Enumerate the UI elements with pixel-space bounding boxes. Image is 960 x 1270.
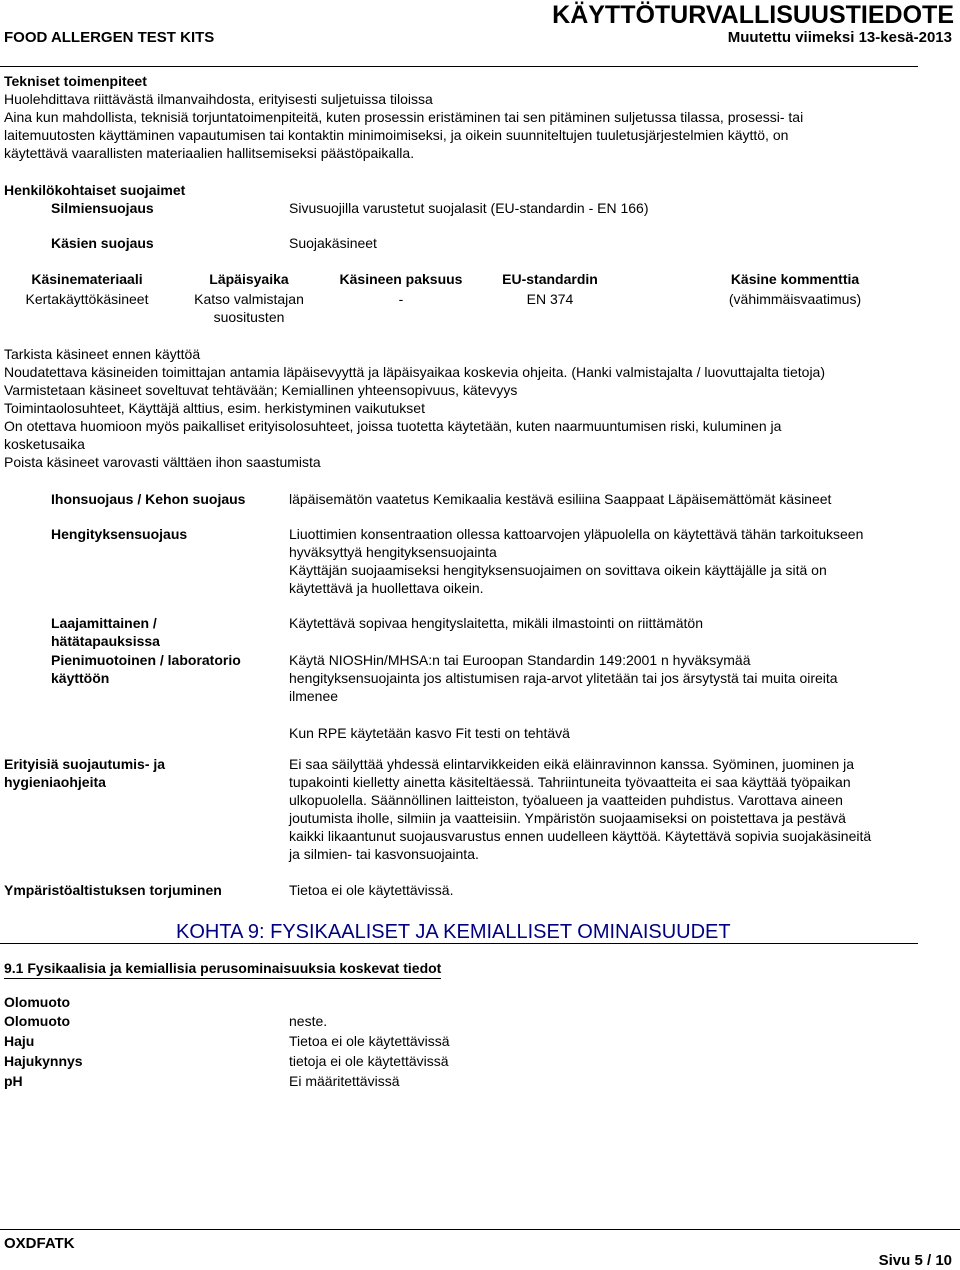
body-protection-label: Ihonsuojaus / Kehon suojaus bbox=[51, 491, 246, 507]
hygiene-label: Erityisiä suojautumis- ja hygieniaohjeita bbox=[4, 756, 166, 790]
section-9-title: KOHTA 9: FYSIKAALISET JA KEMIALLISET OMINAISUUDET bbox=[176, 921, 731, 943]
ppe-heading: Henkilökohtaiset suojaimet bbox=[4, 182, 186, 198]
document-title: KÄYTTÖTURVALLISUUSTIEDOTE bbox=[552, 1, 954, 29]
glove-cell bbox=[170, 290, 328, 326]
glove-note-line: kosketusaika bbox=[4, 436, 85, 452]
technical-line: Aina kun mahdollista, teknisiä torjuntatoimenpiteitä, kuten prosessin eristäminen tai sen pitäminen suljetussa tilassa, prosessi- tai bbox=[4, 109, 804, 125]
page-number: 5 / 10 bbox=[914, 1252, 952, 1269]
environment-value: Tietoa ei ole käytettävissä. bbox=[289, 882, 454, 898]
section-9-divider bbox=[0, 943, 918, 944]
property-value: Tietoa ei ole käytettävissä bbox=[289, 1033, 450, 1049]
property-label: Hajukynnys bbox=[4, 1053, 83, 1069]
technical-line: käytettävä vaarallisten materiaalien hallitsemiseksi päästöpaikalla. bbox=[4, 145, 415, 161]
technical-heading: Tekniset toimenpiteet bbox=[4, 73, 147, 89]
hygiene-value-block bbox=[289, 755, 949, 863]
company-name: FOOD ALLERGEN TEST KITS bbox=[4, 29, 215, 46]
glove-col-header: Läpäisyaika bbox=[209, 271, 289, 287]
revision-date: Muutettu viimeksi 13-kesä-2013 bbox=[727, 29, 952, 46]
hand-protection-label: Käsien suojaus bbox=[51, 235, 154, 251]
glove-cell: (vähimmäisvaatimus) bbox=[728, 291, 862, 307]
property-value: Ei määritettävissä bbox=[289, 1073, 400, 1089]
glove-cell-text: Katso valmistajan suositusten bbox=[194, 291, 304, 325]
section-9-1-subtitle: 9.1 Fysikaalisia ja kemiallisia perusominaisuuksia koskevat tiedot bbox=[4, 959, 441, 979]
eye-protection-value: Sivusuojilla varustetut suojalasit (EU-standardin - EN 166) bbox=[289, 200, 649, 216]
large-scale-value: Käytettävä sopivaa hengityslaitetta, mikäli ilmastointi on riittämätön bbox=[289, 615, 703, 631]
page-label: Sivu bbox=[878, 1252, 911, 1269]
property-label: Haju bbox=[4, 1033, 35, 1049]
property-value: neste. bbox=[289, 1013, 328, 1029]
header-divider bbox=[0, 66, 918, 67]
hand-protection-value: Suojakäsineet bbox=[289, 235, 377, 251]
hygiene-label-block bbox=[4, 755, 264, 791]
glove-col-header: Käsinemateriaali bbox=[31, 271, 143, 287]
glove-note-line: Noudatettava käsineiden toimittajan antamia läpäisevyyttä ja läpäisyaikaa koskevia ohjeita. (Hanki valmistajalta / luovuttajalta tietoja) bbox=[4, 364, 825, 380]
property-label: Olomuoto bbox=[4, 1013, 71, 1029]
glove-col-header: EU-standardin bbox=[502, 271, 598, 287]
footer-divider bbox=[0, 1229, 960, 1230]
large-scale-label: Laajamittainen / hätätapauksissa bbox=[51, 615, 160, 649]
technical-line: Huolehdittava riittävästä ilmanvaihdosta, erityisesti suljetuissa tiloissa bbox=[4, 91, 433, 107]
respiratory-value-block bbox=[289, 525, 949, 597]
glove-cell: - bbox=[398, 291, 404, 307]
body-protection-value: läpäisemätön vaatetus Kemikaalia kestävä esiliina Saappaat Läpäisemättömät käsineet bbox=[289, 491, 832, 507]
respiratory-label: Hengityksensuojaus bbox=[51, 526, 188, 542]
technical-line: laitemuutosten käyttäminen vapautumisen tai kontaktin minimoimiseksi, ja oikein suunniteltujen tuuletusjärjestelmien käyttö, on bbox=[4, 127, 789, 143]
glove-note-line: Varmistetaan käsineet soveltuvat tehtävään; Kemiallinen yhteensopivuus, kätevyys bbox=[4, 382, 518, 398]
glove-notes bbox=[4, 345, 944, 471]
hygiene-value: Ei saa säilyttää yhdessä elintarvikkeiden eikä eläinravinnon kanssa. Syöminen, juominen ja tupakointi kielletty ainetta käsiteltäessä. Tahriintuneita työvaatteita ei saa käyttää työpaikan ulkopuolella. Säännöllinen laitteiston, työalueen ja vaatteiden puhdistus. Varottava aineen joutumista iholle, silmiin ja vaatteisiin. Ympäristön suojaamiseksi on poistettava ja pestävä kaikki likaantunut suojausvarustus ennen uudelleen käyttöä. Käytettävä sopivia suojakäsineitä ja silmien- tai kasvonsuojainta. bbox=[289, 756, 872, 862]
small-scale-label: Pienimuotoinen / laboratorio käyttöön bbox=[51, 652, 241, 686]
environment-label: Ympäristöaltistuksen torjuminen bbox=[4, 882, 222, 898]
glove-cell: Kertakäyttökäsineet bbox=[25, 291, 149, 307]
respiratory-value: Liuottimien konsentraation ollessa kattoarvojen yläpuolella on käytettävä tähän tarkoitukseen hyväksyttyä hengityksensuojainta Käyttäjän suojaamiseksi hengityksensuojaimen on sovittava oikein käyttäjälle ja sitä on käytettävä ja huollettava oikein. bbox=[289, 526, 864, 596]
glove-note-line: Tarkista käsineet ennen käyttöä bbox=[4, 346, 201, 362]
rpe-note: Kun RPE käytetään kasvo Fit testi on tehtävä bbox=[289, 725, 570, 741]
glove-cell: EN 374 bbox=[526, 291, 574, 307]
small-scale-value-block bbox=[289, 651, 949, 705]
eye-protection-label: Silmiensuojaus bbox=[51, 200, 154, 216]
large-scale-block bbox=[51, 614, 281, 650]
glove-note-line: On otettava huomioon myös paikalliset erityisolosuhteet, joissa tuotetta käytetään, kuten naarmuuntumisen riski, kuluminen ja bbox=[4, 418, 782, 434]
technical-text bbox=[4, 90, 944, 162]
property-value: tietoja ei ole käytettävissä bbox=[289, 1053, 449, 1069]
glove-col-header: Käsine kommenttia bbox=[730, 271, 860, 287]
small-scale-block bbox=[51, 651, 281, 687]
glove-note-line: Toimintaolosuhteet, Käyttäjä alttius, esim. herkistyminen vaikutukset bbox=[4, 400, 425, 416]
glove-col-header: Käsineen paksuus bbox=[339, 271, 463, 287]
small-scale-value: Käytä NIOSHin/MHSA:n tai Euroopan Standardin 149:2001 n hyväksymää hengityksensuojainta jos altistumisen raja-arvot ylitetään tai jos ärsytystä tai muita oireita ilmenee bbox=[289, 652, 838, 704]
appearance-group-label: Olomuoto bbox=[4, 994, 71, 1010]
glove-note-line: Poista käsineet varovasti välttäen ihon saastumista bbox=[4, 454, 321, 470]
page-indicator bbox=[879, 1252, 952, 1270]
property-label: pH bbox=[4, 1073, 23, 1089]
footer-code: OXDFATK bbox=[4, 1235, 75, 1252]
